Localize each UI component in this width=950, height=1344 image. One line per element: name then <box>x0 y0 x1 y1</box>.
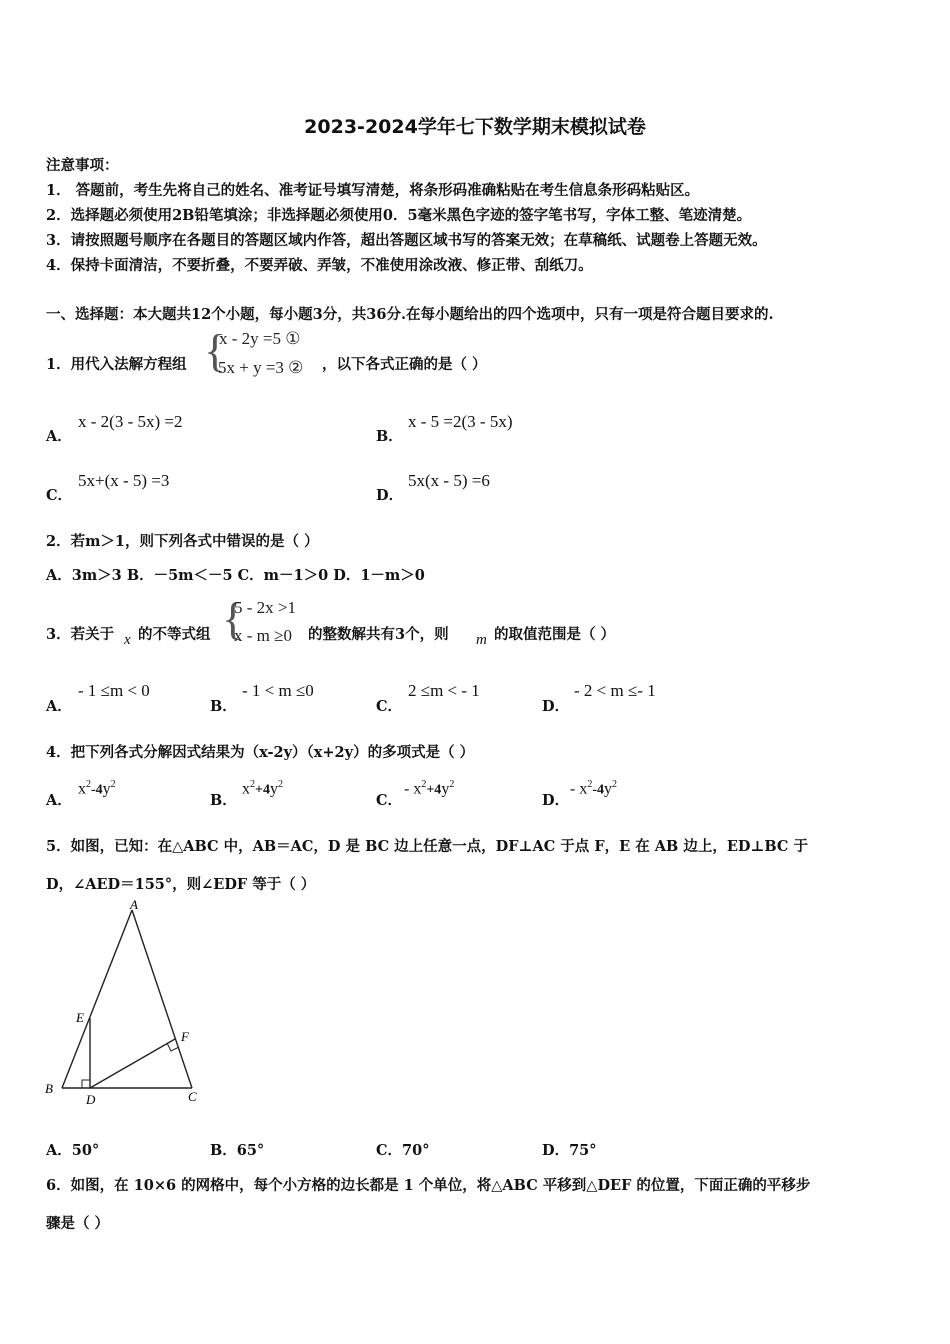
notice-heading: 注意事项： <box>46 157 119 174</box>
page-title: 2023-2024学年七下数学期末模拟试卷 <box>304 116 646 138</box>
q3-mid: 的不等式组 <box>138 626 211 643</box>
q1-option-c-expr: 5x+(x - 5) =3 <box>78 471 170 490</box>
notice-item-4: 4．保持卡面清洁，不要折叠，不要弄破、弄皱，不准使用涂改液、修正带、刮纸刀。 <box>46 257 593 274</box>
q1-option-c-label: C． <box>46 487 73 504</box>
q4-stem: 4．把下列各式分解因式结果为（x-2y）（x+2y）的多项式是（ ） <box>46 744 475 761</box>
q3-option-d-expr: - 2 < m ≤- 1 <box>574 681 656 700</box>
q3-option-c-label: C． <box>376 698 403 715</box>
q1-eq1: x - 2y =5 ① <box>219 329 301 348</box>
q3-option-d-label: D． <box>542 698 570 715</box>
q4-option-d-expr: - $x^2-4y^2$ <box>570 779 617 798</box>
q4-option-c-label: C． <box>376 792 403 809</box>
notice-item-1: 1． 答题前，考生先将自己的姓名、准考证号填写清楚，将条形码准确粘贴在考生信息条形码粘贴区。 <box>46 182 700 199</box>
q6-line2: 骤是（ ） <box>46 1215 110 1232</box>
q4-option-c-expr: - $x^2+4y^2$ <box>404 779 455 798</box>
q1-option-a-expr: x - 2(3 - 5x) =2 <box>78 412 183 431</box>
q1-prefix: 1．用代入法解方程组 <box>46 356 187 373</box>
q1-option-d-label: D． <box>376 487 404 504</box>
q1-option-b-expr: x - 5 =2(3 - 5x) <box>408 412 513 431</box>
q5-line1: 5．如图，已知：在△ABC 中，AB＝AC，D 是 BC 边上任意一点，DF⊥AC 于点 F，E 在 AB 边上，ED⊥BC 于 <box>46 838 809 855</box>
q3-var-x: x <box>124 632 131 648</box>
segment-df <box>90 1039 175 1088</box>
label-c: C <box>188 1089 197 1104</box>
q3-option-a-label: A． <box>46 698 72 715</box>
q2-stem: 2．若m＞1，则下列各式中错误的是（ ） <box>46 533 319 550</box>
q5-option-b: B．65° <box>210 1142 265 1159</box>
q3-var-m: m <box>476 632 487 648</box>
q4-option-b-label: B． <box>210 792 237 809</box>
section-heading: 一、选择题：本大题共12个小题，每小题3分，共36分.在每小题给出的四个选项中，只有一项是符合题目要求的. <box>46 306 774 323</box>
label-a: A <box>130 898 138 912</box>
q6-line1: 6．如图，在 10×6 的网格中，每个小方格的边长都是 1 个单位，将△ABC 平移到△DEF 的位置，下面正确的平移步 <box>46 1177 811 1194</box>
segment-ab <box>62 910 132 1088</box>
notice-item-2: 2．选择题必须使用2B铅笔填涂；非选择题必须使用0．5毫米黑色字迹的签字笔书写，字体工整、笔迹清楚。 <box>46 207 752 224</box>
q1-eq2: 5x + y =3 ② <box>218 358 304 377</box>
q3-option-c-expr: 2 ≤m < - 1 <box>408 681 480 700</box>
q1-option-b-label: B． <box>376 428 403 445</box>
q3-option-b-label: B． <box>210 698 237 715</box>
q2-options: A．3m＞3 B．－5m＜－5 C．m－1＞0 D．1－m＞0 <box>46 567 425 584</box>
q3-brace: { <box>222 593 245 644</box>
q3-ineq1: 5 - 2x >1 <box>234 598 296 617</box>
label-f: F <box>181 1029 189 1044</box>
q5-option-a: A．50° <box>46 1142 100 1159</box>
label-b: B <box>45 1081 53 1096</box>
q4-option-b-expr: $x^2+4y^2$ <box>242 779 283 798</box>
label-d: D <box>86 1092 96 1107</box>
q4-option-a-expr: $x^2-4y^2$ <box>78 779 116 798</box>
q1-option-d-expr: 5x(x - 5) =6 <box>408 471 490 490</box>
q1-brace: { <box>204 325 227 376</box>
q1-suffix: ，以下各式正确的是（ ） <box>322 356 487 373</box>
q3-suffix1: 的整数解共有3个，则 <box>308 626 449 643</box>
right-angle-d <box>82 1080 90 1088</box>
q5-option-c: C．70° <box>376 1142 430 1159</box>
q3-prefix: 3．若关于 <box>46 626 115 643</box>
notice-item-3: 3．请按照题号顺序在各题目的答题区域内作答，超出答题区域书写的答案无效；在草稿纸、试题卷上答题无效。 <box>46 232 767 249</box>
q3-option-b-expr: - 1 < m ≤0 <box>242 681 314 700</box>
label-e: E <box>76 1010 84 1025</box>
q4-option-d-label: D． <box>542 792 570 809</box>
q3-option-a-expr: - 1 ≤m < 0 <box>78 681 150 700</box>
q5-line2: D，∠AED＝155°，则∠EDF 等于（ ） <box>46 876 316 893</box>
q5-triangle-figure <box>40 898 210 1113</box>
q5-option-d: D．75° <box>542 1142 597 1159</box>
q3-ineq2: x - m ≥0 <box>234 626 292 645</box>
segment-ac <box>132 910 192 1088</box>
q4-option-a-label: A． <box>46 792 72 809</box>
q3-suffix2: 的取值范围是（ ） <box>494 626 616 643</box>
q1-option-a-label: A． <box>46 428 72 445</box>
